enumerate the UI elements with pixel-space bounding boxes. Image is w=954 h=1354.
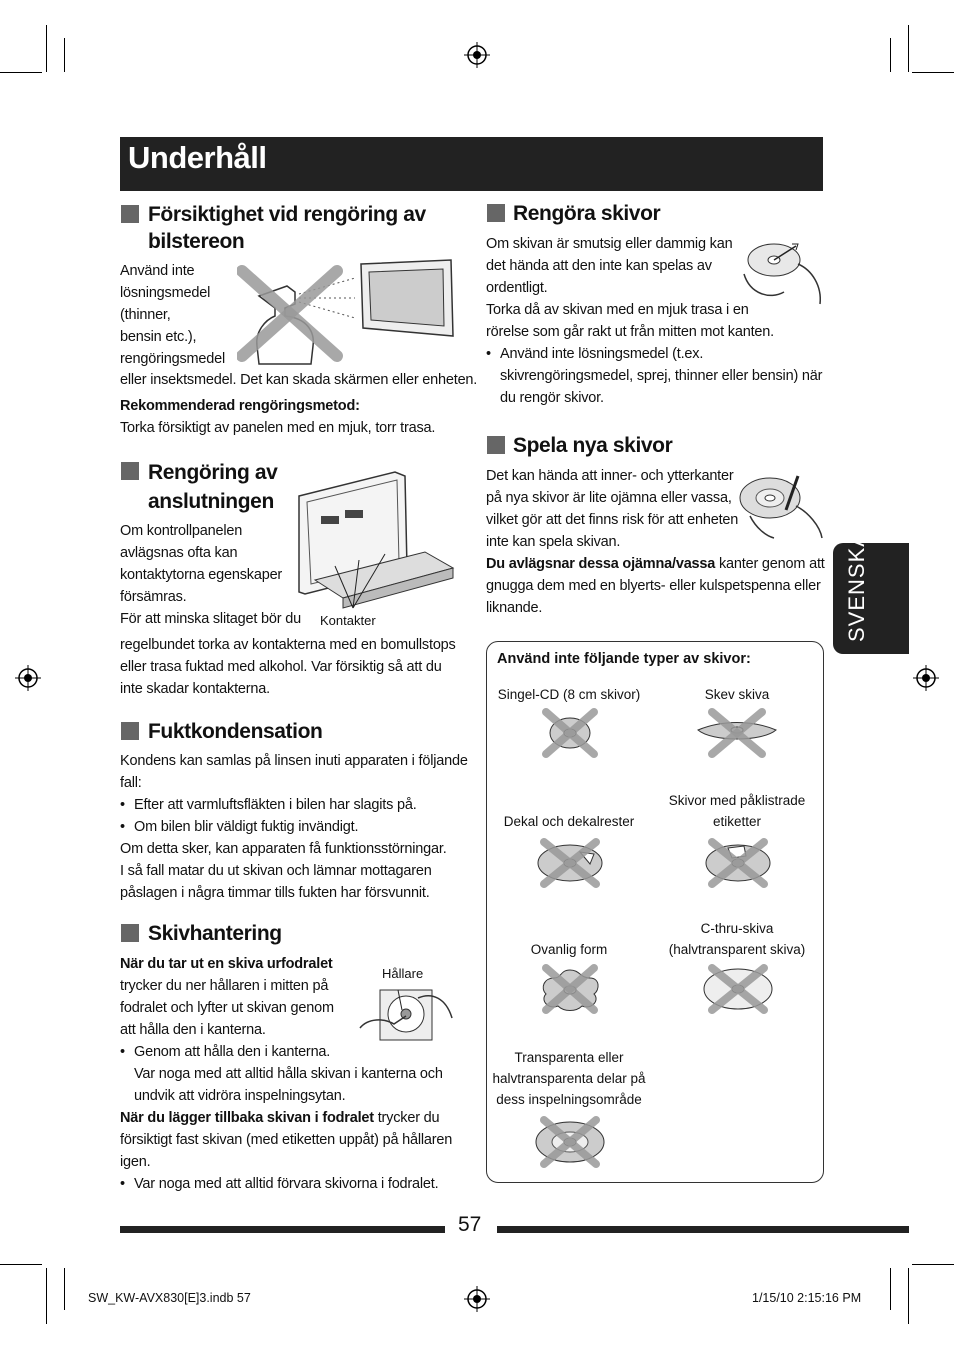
label-single-cd: Singel-CD (8 cm skivor) bbox=[497, 687, 641, 702]
connector-panel-illustration bbox=[295, 468, 457, 614]
transparent-disc-icon bbox=[530, 1114, 610, 1170]
section-marker bbox=[121, 722, 139, 740]
section-marker bbox=[487, 204, 505, 222]
c-thru-disc-icon bbox=[698, 964, 778, 1014]
label-transparent-disc: Transparenta eller halvtransparenta delar på dess inspelningsområde bbox=[492, 1050, 646, 1107]
section-marker bbox=[121, 462, 139, 480]
warped-disc-icon bbox=[692, 708, 782, 758]
sticker-disc-icon bbox=[530, 838, 610, 888]
crop-mark bbox=[890, 38, 891, 72]
footer-rule-right bbox=[497, 1226, 909, 1233]
crop-mark bbox=[908, 1268, 909, 1324]
crop-mark bbox=[0, 1264, 42, 1265]
crop-mark bbox=[64, 1268, 65, 1310]
label-c-thru-disc: C-thru-skiva (halvtransparent skiva) bbox=[668, 921, 806, 957]
language-tab-label: SVENSKA bbox=[844, 531, 869, 642]
box-title: Använd inte följande typer av skivor: bbox=[497, 651, 751, 667]
figure-label-contacts: Kontakter bbox=[320, 613, 376, 628]
section2-text: Om kontrollpanelen avlägsnas ofta kan kontaktytorna egenskaper försämras. För att minska slitaget bör du bbox=[120, 523, 301, 627]
section1-text: Använd inte lösningsmedel (thinner, bensin etc.), rengöringsmedel bbox=[120, 263, 226, 367]
footer-rule-left bbox=[120, 1226, 445, 1233]
section-marker bbox=[121, 205, 139, 223]
section-heading-clean-discs: Rengöra skivor bbox=[513, 202, 661, 225]
section-marker bbox=[121, 924, 139, 942]
recommended-label: Rekommenderad rengöringsmetod: bbox=[120, 398, 360, 414]
section1-text-full: eller insektsmedel. Det kan skada skärmen eller enheten. bbox=[120, 372, 478, 388]
registration-mark-icon bbox=[913, 665, 939, 691]
registration-mark-icon bbox=[15, 665, 41, 691]
footer-file-info: SW_KW-AVX830[E]3.indb 57 bbox=[88, 1291, 251, 1305]
crop-mark bbox=[908, 25, 909, 72]
crop-mark bbox=[912, 72, 954, 73]
page-number: 57 bbox=[458, 1213, 482, 1236]
section5-text: Om skivan är smutsig eller dammig kan det hända att den inte kan spelas av ordentligt. Torka då av skivan med en mjuk trasa i en rörelse som går rakt ut från mitten mot kanten. • Använd inte lösningsmedel (t.ex. skivrengöringsmedel, sprej, thinner eller bensin) när du rengör skivor. bbox=[486, 233, 826, 409]
crop-mark bbox=[0, 72, 42, 73]
section-heading-disc-handling: Skivhantering bbox=[148, 922, 282, 945]
label-unusual-shape: Ovanlig form bbox=[530, 942, 608, 957]
unusual-shape-disc-icon bbox=[532, 964, 608, 1014]
section-heading-condensation: Fuktkondensation bbox=[148, 720, 323, 743]
section-heading-connector-cleaning: Rengöring av anslutningen bbox=[148, 461, 278, 513]
crop-mark bbox=[64, 38, 65, 72]
disc-case-illustration bbox=[358, 984, 456, 1046]
disc-wiping-illustration bbox=[740, 234, 826, 306]
spray-monitor-illustration bbox=[237, 256, 459, 368]
label-sticker-disc: Dekal och dekalrester bbox=[503, 814, 635, 829]
figure-label-holder: Hållare bbox=[382, 966, 424, 981]
page-title: Underhåll bbox=[128, 140, 267, 175]
crop-mark bbox=[46, 1268, 47, 1324]
section-marker bbox=[487, 436, 505, 454]
section-heading-cleaning-stereo: Försiktighet vid rengöring av bilstereon bbox=[148, 203, 426, 253]
section2-text-full: regelbundet torka av kontakterna med en bomullstops eller trasa fuktad med alkohol. Var försiktig så att du inte skadar kontakterna. bbox=[120, 637, 456, 697]
section6-text: Det kan hända att inner- och ytterkanter på nya skivor är lite ojämna eller vassa, vilket gör att det finns risk för att enheten inte kan spela skivan. Du avlägsnar dessa ojämna/vassa kanter genom att gnugga dem med en blyerts- eller kulspetspenna eller liknande. bbox=[486, 468, 825, 616]
section-heading-new-discs: Spela nya skivor bbox=[513, 434, 673, 457]
label-labeled-disc: Skivor med påklistrade etiketter bbox=[668, 793, 806, 829]
crop-mark bbox=[912, 1264, 954, 1265]
registration-mark-icon bbox=[464, 1286, 490, 1312]
disc-pencil-illustration bbox=[736, 470, 826, 540]
section3-text: Kondens kan samlas på linsen inuti apparaten i följande fall: • Efter att varmluftsfläkten i bilen har slagits på. • Om bilen blir väldigt fuktig invändigt. Om detta sker, kan apparaten få funktionsstörningar. I så fall matar du ut skivan och lämnar mottagaren påslagen i några timmar tills fukten har försvunnit. bbox=[120, 750, 468, 904]
section4-text: När du tar ut en skiva urfodralet trycker du ner hållaren i mitten på fodralet och lyfter ut skivan genom att hålla den i kanterna. • Genom att hålla den i kanterna. Var noga med att alltid hålla skivan i kanterna och undvik att vidröra inspelningsytan. När du lägger tillbaka skivan i fodralet trycker du försiktigt fast skivan (med etiketten uppåt) på hållaren igen. • Var noga med att alltid förvara skivorna i fodralet. bbox=[120, 953, 465, 1195]
single-cd-icon bbox=[532, 708, 608, 758]
label-warped-disc: Skev skiva bbox=[704, 687, 770, 702]
crop-mark bbox=[46, 25, 47, 72]
recommended-text: Torka försiktigt av panelen med en mjuk, torr trasa. bbox=[120, 420, 436, 436]
crop-mark bbox=[890, 1268, 891, 1310]
labeled-disc-icon bbox=[698, 838, 778, 888]
footer-timestamp: 1/15/10 2:15:16 PM bbox=[752, 1291, 862, 1305]
registration-mark-icon bbox=[464, 42, 490, 68]
